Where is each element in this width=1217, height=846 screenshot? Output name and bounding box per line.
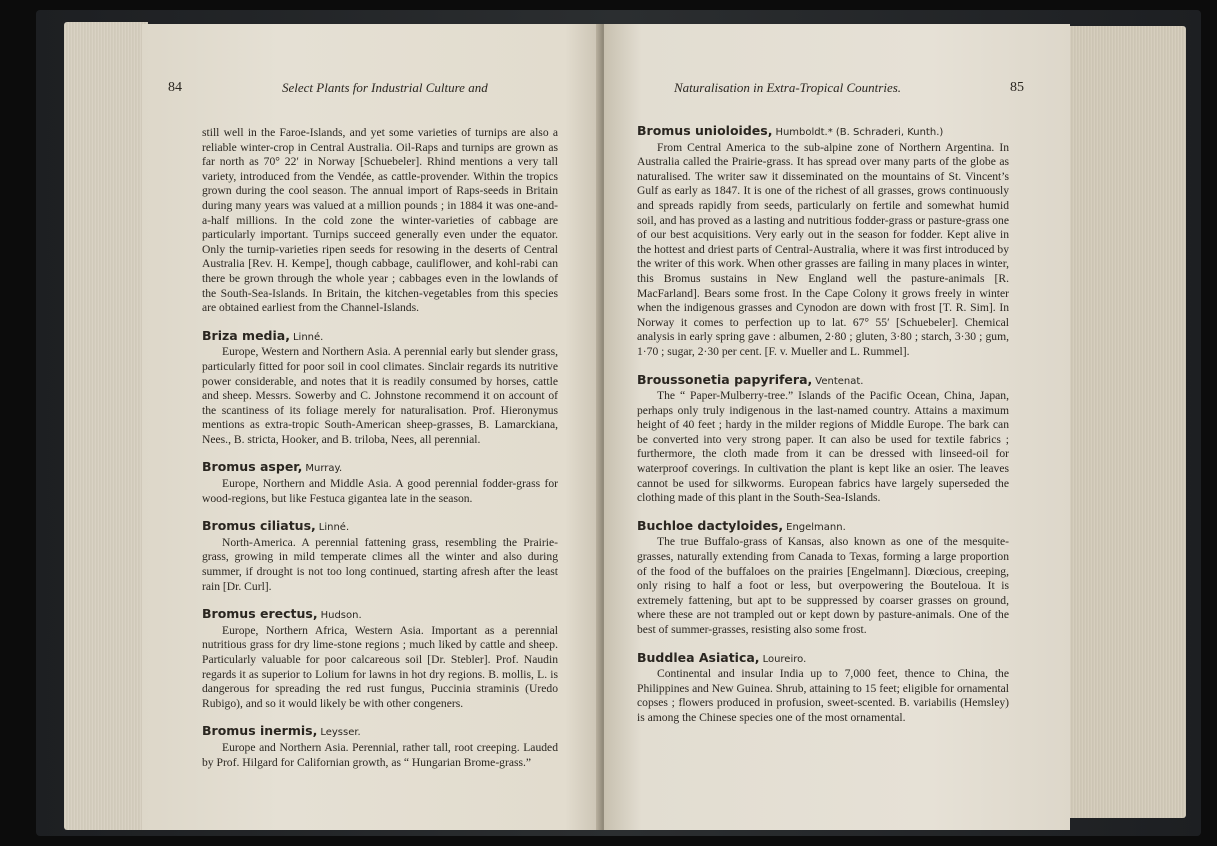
species-name: Broussonetia papyrifera,: [637, 371, 813, 387]
species-entry: [202, 607, 558, 711]
species-description: The true Buffalo-grass of Kansas, also known as one of the mesquite-grasses, naturally extending from Canada to Texas, forming a large proportion of the food of the buffaloes on the prairies [Engelmann]. Diœcious, creeping, only rising to half a foot or less, but overpowering the Bouteloua. It is extremely fattening, but apt to be suppressed by coarser grasses on ground, where these are not trampled out or kept down by pasture-animals. One of the best of summer-grasses, resisting also some frost.: [637, 535, 1009, 636]
species-description: North-America. A perennial fattening grass, resembling the Prairie-grass, growing in mild temperate climes all the winter and also during summer, if drought is not too long continued, starting afresh after the least rain [Dr. Curl].: [202, 535, 558, 593]
species-description: Europe, Western and Northern Asia. A perennial early but slender grass, particularly fitted for poor soil in cool climates. Sinclair regards its nutritive power considerable, and notes that it is readily consumed by horses, cattle and sheep. Messrs. Sowerby and C. Johnstone recommend it on account of the scantiness of its foliage merely for naturalisation. Prof. Hieronymus mentions as extra-tropic South-American sheep-grasses, B. Lamarckiana, Nees., B. stricta, Hooker, and B. triloba, Nees, all perennial.: [202, 345, 558, 446]
species-authority: Linné.: [292, 331, 324, 343]
species-name: Bromus unioloides,: [637, 123, 773, 138]
species-name: Bromus inermis,: [202, 723, 318, 739]
species-description: From Central America to the sub-alpine zone of Northern Argentina. In Australia called the Prairie-grass. It has spread over many parts of the globe as naturalised. The writer saw it disseminated on the mountains of St. Vincent’s Gulf as early as 1847. It is one of the richest of all grasses, grows continuously and spreads rapidly from seeds, particularly on fertile and somewhat humid soil, and has proved as a lasting and nutritious fodder-grass or pasture-grass one of our best acquisitions. Very early out in the season for fodder. Kept alive in the hottest and driest parts of Central-Australia, where it was first introduced by the writer of this work. When other grasses are failing in many places in winter, this Bromus sustains in New England well the pasture-animals [R. MacFarland]. Bears some frost. In the Cape Colony it grows freely in winter when the indigenous grasses and Cynodon are down with frost [T. R. Sim]. In Norway it comes to perfection up to lat. 67° 55′ [Schuebeler]. Chemical analysis in early spring gave : albumen, 2·80 ; gluten, 3·80 ; starch, 3·30 ; gum, 1·70 ; sugar, 2·30 per cent. [F. v. Mueller and L. Rummel].: [637, 140, 1009, 358]
species-authority: Engelmann.: [786, 521, 846, 533]
species-authority: Linné.: [318, 522, 350, 534]
species-authority: Ventenat.: [815, 375, 864, 387]
running-head: Select Plants for Industrial Culture and: [282, 80, 488, 95]
species-authority: Murray.: [305, 463, 343, 475]
species-authority: Hudson.: [320, 610, 362, 622]
species-entry: [202, 519, 558, 594]
page-edges-left: [64, 22, 148, 830]
species-description: Europe and Northern Asia. Perennial, rather tall, root creeping. Lauded by Prof. Hilgard for Californian growth, as “ Hungarian Brome-grass.”: [202, 740, 558, 769]
continuation-paragraph: still well in the Faroe-Islands, and yet some varieties of turnips are also a reliable winter-crop in Central Australia. Oil-Raps and turnips are grown as far north as 70° 22′ in Norway [Schuebeler]. Rhind mentions a very tall variety, introduced from the Vendée, as cattle-provender. Within the tropics grown during the cool season. The annual import of Raps-seeds in Britain during many years was valued at a million pounds ; in 1884 it was one-and-a-half millions. In the cold zone the winter-varieties of cabbage are particularly important. Turnips succeed generally even under the equator. Only the turnip-varieties ripen seeds for resowing in the deserts of Central Australia [Rev. H. Kempe], though cabbage, cauliflower, and kohl-rabi can there be grown through the whole year ; cabbages even in the lowlands of the South-Sea-Islands. In Britain, the kitchen-vegetables from this species are obtained earliest from the Channel-Islands.: [202, 126, 558, 315]
species-authority: Loureiro.: [762, 653, 807, 665]
species-description: Continental and insular India up to 7,000 feet, thence to China, the Philippines and New Guinea. Shrub, attaining to 15 feet; eligible for ornamental copses ; flowers produced in profusion, sweet-scented. B. variabilis (Hemsley) is among the Chinese species one of the most ornamental.: [637, 667, 1009, 724]
species-description: Europe, Northern and Middle Asia. A good perennial fodder-grass for wood-regions, but like Festuca gigantea late in the season.: [202, 477, 558, 505]
species-description: The “ Paper-Mulberry-tree.” Islands of the Pacific Ocean, China, Japan, perhaps only truly indigenous in the last-named country. Attains a maximum height of 40 feet ; hardy in the milder regions of Middle Europe. The bark can be converted into very strong paper. It can also be used for textile fabrics ; furthermore, the cloth made from it can be dressed with linseed-oil for waterproof coverings. In cultivation the plant is kept like an osier. The leaves cannot be used for silkworms. European fabrics have largely superseded the clothing made of this plant in the South-Sea-Islands.: [637, 389, 1009, 505]
page-number: 85: [1010, 80, 1024, 95]
species-name: Bromus asper,: [202, 459, 303, 475]
species-entry: [637, 651, 1009, 726]
species-entry: [202, 329, 558, 448]
running-head: Naturalisation in Extra-Tropical Countries.: [674, 80, 902, 95]
species-authority: Humboldt.* (B. Schraderi, Kunth.): [775, 127, 944, 138]
species-name: Briza media,: [202, 327, 290, 343]
species-entry: [637, 373, 1009, 506]
species-name: Buchloe dactyloides,: [637, 517, 784, 533]
species-name: Buddlea Asiatica,: [637, 649, 760, 665]
page-body: [202, 126, 558, 783]
species-name: Bromus ciliatus,: [202, 518, 316, 534]
page-edges-right: [1066, 26, 1186, 818]
species-entry: [202, 460, 558, 506]
species-entry: [637, 519, 1009, 638]
species-authority: Leysser.: [320, 727, 361, 739]
left-page: [142, 24, 602, 830]
right-page: [604, 24, 1070, 830]
species-entry: [202, 724, 558, 770]
page-body: [637, 124, 1009, 739]
species-description: Europe, Northern Africa, Western Asia. Important as a perennial nutritious grass for dry lime-stone regions ; much liked by cattle and sheep. Particularly valuable for poor calcareous soil [Dr. Stebler]. Prof. Naudin regards it as superior to Lolium for lawns in hot dry regions. B. mollis, L. is dangerous for spreading the red rust fungus, Puccinia straminis (Uredo Rubigo), and so it would likely be with other congeners.: [202, 623, 558, 710]
page-number: 84: [168, 80, 182, 95]
species-name: Bromus erectus,: [202, 606, 318, 622]
species-entry: [637, 124, 1009, 360]
